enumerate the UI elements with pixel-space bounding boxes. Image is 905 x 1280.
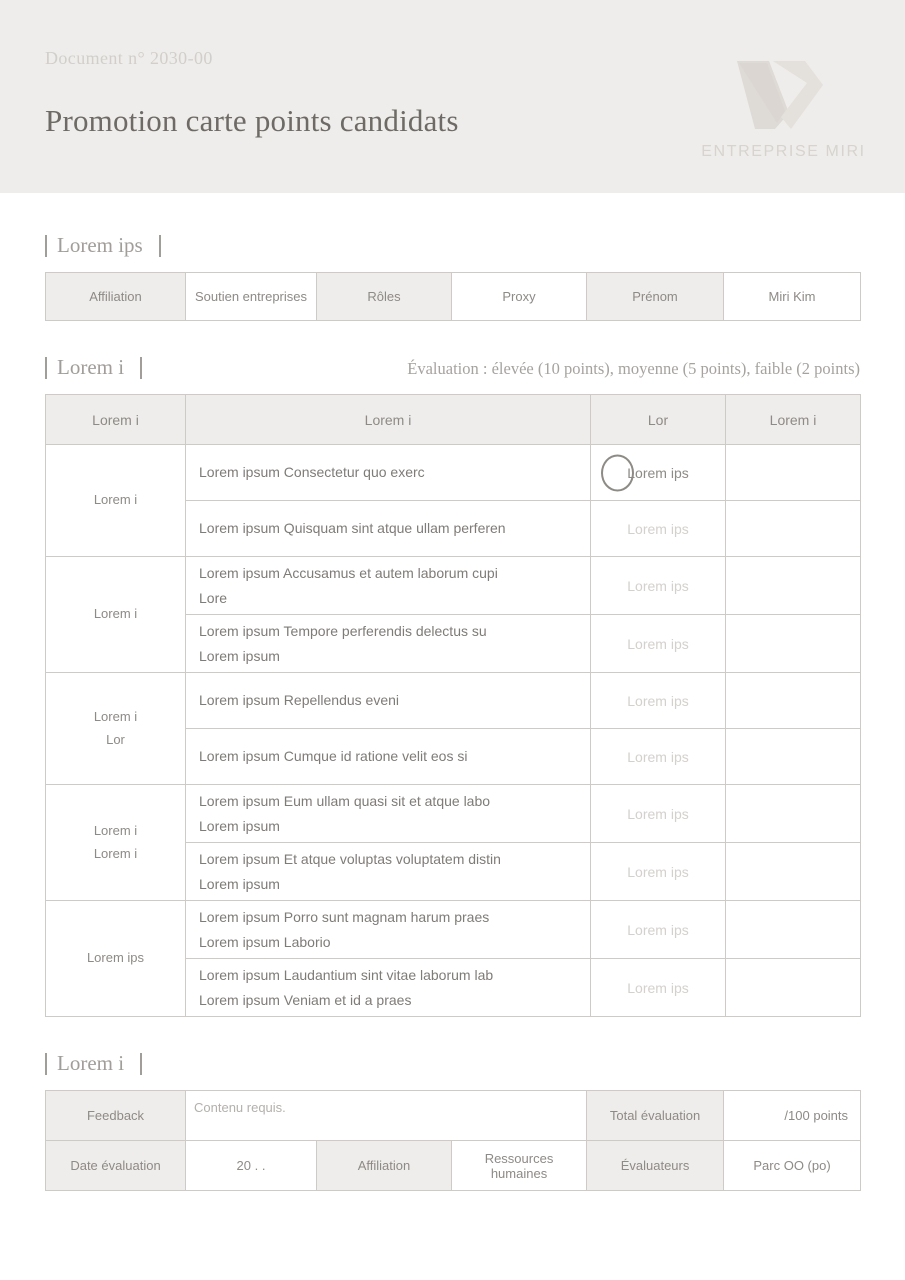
section-2-heading bbox=[45, 355, 142, 380]
column-header-score: Lor bbox=[591, 395, 726, 445]
row-notes-cell[interactable] bbox=[726, 729, 861, 785]
info-strip-table bbox=[45, 272, 861, 321]
info-cell-roles-label: Rôles bbox=[317, 273, 452, 321]
row-notes-cell[interactable] bbox=[726, 959, 861, 1017]
row-notes-cell[interactable] bbox=[726, 673, 861, 729]
heading-bar-left-icon bbox=[45, 235, 47, 257]
company-logo-icon bbox=[719, 55, 849, 135]
row-category-label: Lorem i Lorem i bbox=[46, 785, 186, 901]
row-description: Lorem ipsum Et atque voluptas voluptatem distin Lorem ipsum bbox=[186, 843, 591, 901]
footer-date-label: Date évaluation bbox=[46, 1141, 186, 1191]
document-header-band bbox=[0, 0, 905, 193]
section-2-heading-row bbox=[45, 355, 860, 380]
row-category-label: Lorem ips bbox=[46, 901, 186, 1017]
footer-feedback-label: Feedback bbox=[46, 1091, 186, 1141]
info-cell-roles-value[interactable]: Proxy bbox=[452, 273, 587, 321]
footer-total-value[interactable]: /100 points bbox=[724, 1091, 861, 1141]
heading-bar-right-icon bbox=[140, 357, 142, 379]
footer-feedback-value[interactable]: Contenu requis. bbox=[186, 1091, 587, 1141]
row-category-label: Lorem i bbox=[46, 557, 186, 673]
row-score-value[interactable]: Lorem ips bbox=[591, 557, 726, 615]
row-score-value[interactable]: Lorem ips bbox=[591, 901, 726, 959]
footer-affiliation-value[interactable]: Ressources humaines bbox=[452, 1141, 587, 1191]
info-cell-firstname-label: Prénom bbox=[587, 273, 724, 321]
brand-block bbox=[696, 55, 871, 161]
row-description: Lorem ipsum Porro sunt magnam harum praes Lorem ipsum Laborio bbox=[186, 901, 591, 959]
row-score-value[interactable]: Lorem ips bbox=[591, 843, 726, 901]
evaluation-scale-note: Évaluation : élevée (10 points), moyenne (5 points), faible (2 points) bbox=[407, 359, 860, 378]
page-title: Promotion carte points candidats bbox=[45, 103, 459, 138]
row-score-value[interactable]: Lorem ips bbox=[591, 501, 726, 557]
row-notes-cell[interactable] bbox=[726, 501, 861, 557]
row-description: Lorem ipsum Laudantium sint vitae laborum lab Lorem ipsum Veniam et id a praes bbox=[186, 959, 591, 1017]
evaluation-grid-table bbox=[45, 394, 861, 1017]
page-body bbox=[0, 193, 905, 1191]
row-description: Lorem ipsum Consectetur quo exerc bbox=[186, 445, 591, 501]
heading-bar-left-icon bbox=[45, 1053, 47, 1075]
section-3-heading-text: Lorem i bbox=[57, 1051, 125, 1075]
table-row bbox=[46, 1141, 861, 1191]
column-header-category: Lorem i bbox=[46, 395, 186, 445]
section-2-heading-text: Lorem i bbox=[57, 355, 125, 379]
row-description: Lorem ipsum Cumque id ratione velit eos si bbox=[186, 729, 591, 785]
row-score-value[interactable]: Lorem ips bbox=[591, 729, 726, 785]
info-cell-affiliation-label: Affiliation bbox=[46, 273, 186, 321]
footer-evaluators-label: Évaluateurs bbox=[587, 1141, 724, 1191]
table-row bbox=[46, 445, 861, 501]
table-row bbox=[46, 273, 861, 321]
heading-bar-right-icon bbox=[140, 1053, 142, 1075]
table-row bbox=[46, 901, 861, 959]
row-score-value[interactable]: Lorem ips bbox=[591, 959, 726, 1017]
brand-name: ENTREPRISE MIRI bbox=[701, 143, 866, 160]
table-row bbox=[46, 785, 861, 843]
row-description: Lorem ipsum Eum ullam quasi sit et atque labo Lorem ipsum bbox=[186, 785, 591, 843]
row-notes-cell[interactable] bbox=[726, 557, 861, 615]
info-cell-affiliation-value[interactable]: Soutien entreprises bbox=[186, 273, 317, 321]
row-description: Lorem ipsum Repellendus eveni bbox=[186, 673, 591, 729]
section-1-heading bbox=[45, 233, 860, 258]
table-header-row bbox=[46, 395, 861, 445]
info-cell-firstname-value[interactable]: Miri Kim bbox=[724, 273, 861, 321]
heading-bar-right-icon bbox=[159, 235, 161, 257]
column-header-description: Lorem i bbox=[186, 395, 591, 445]
circle-annotation-icon bbox=[601, 454, 634, 491]
row-category-label: Lorem i Lor bbox=[46, 673, 186, 785]
row-score-value[interactable]: Lorem ips bbox=[591, 445, 726, 501]
row-score-value[interactable]: Lorem ips bbox=[591, 615, 726, 673]
footer-affiliation-label: Affiliation bbox=[317, 1141, 452, 1191]
section-3-heading bbox=[45, 1051, 860, 1076]
row-category-label: Lorem i bbox=[46, 445, 186, 557]
table-row bbox=[46, 1091, 861, 1141]
footer-evaluators-value[interactable]: Parc OO (po) bbox=[724, 1141, 861, 1191]
section-1-heading-text: Lorem ips bbox=[57, 233, 143, 257]
heading-bar-left-icon bbox=[45, 357, 47, 379]
row-notes-cell[interactable] bbox=[726, 445, 861, 501]
row-score-value[interactable]: Lorem ips bbox=[591, 785, 726, 843]
row-notes-cell[interactable] bbox=[726, 843, 861, 901]
table-row bbox=[46, 557, 861, 615]
row-notes-cell[interactable] bbox=[726, 785, 861, 843]
evaluation-grid-body bbox=[46, 445, 861, 1017]
footer-date-value[interactable]: 20 . . bbox=[186, 1141, 317, 1191]
row-score-value[interactable]: Lorem ips bbox=[591, 673, 726, 729]
row-notes-cell[interactable] bbox=[726, 901, 861, 959]
row-description: Lorem ipsum Tempore perferendis delectus su Lorem ipsum bbox=[186, 615, 591, 673]
document-number: Document n° 2030-00 bbox=[45, 48, 213, 68]
table-row bbox=[46, 673, 861, 729]
row-description: Lorem ipsum Accusamus et autem laborum cupi Lore bbox=[186, 557, 591, 615]
footer-summary-table bbox=[45, 1090, 861, 1191]
footer-total-label: Total évaluation bbox=[587, 1091, 724, 1141]
row-notes-cell[interactable] bbox=[726, 615, 861, 673]
row-description: Lorem ipsum Quisquam sint atque ullam perferen bbox=[186, 501, 591, 557]
column-header-notes: Lorem i bbox=[726, 395, 861, 445]
